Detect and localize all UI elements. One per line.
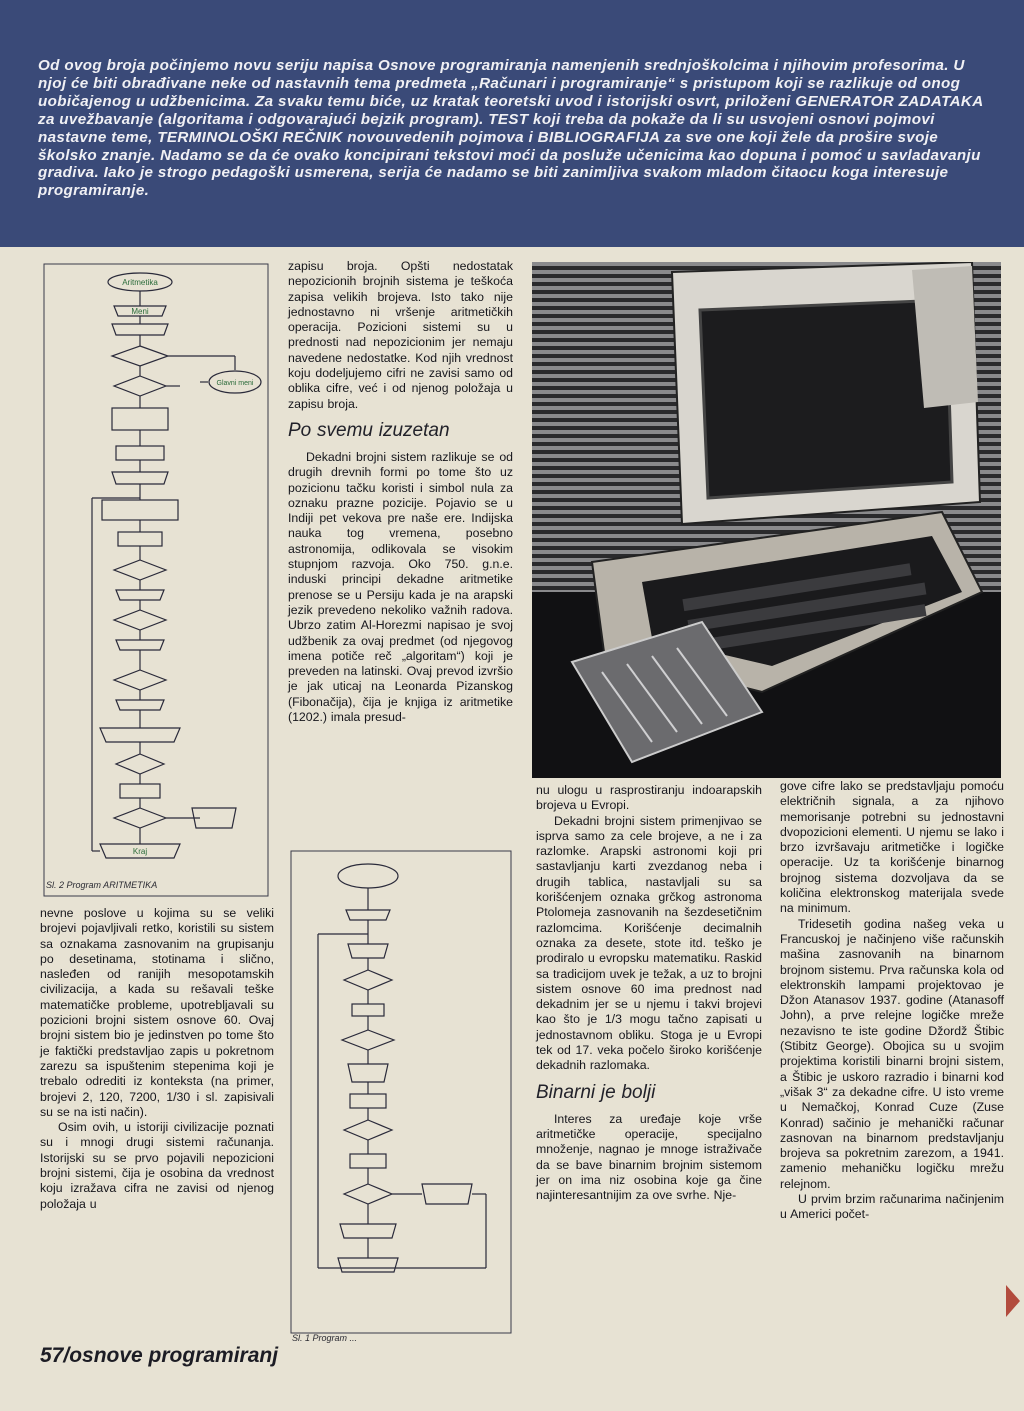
- page-footer-label: 57/osnove programiranj: [40, 1344, 279, 1367]
- text-column-3: [536, 783, 762, 1203]
- flowchart-program: [288, 848, 514, 1338]
- column1-paragraph-1: nevne poslove u kojima su se veliki brojevi pojavljivali retko, koristili su sistem sa oznakama zasnovanim na grupisanju po desetinama, stotinama i slično, nasleđen od ranijih mesopotamskih civilizacija, a kada su rešavali teške matematičke probleme, upotrebljavali su pozicioni brojni sistem osnove 60. Ovaj brojni sistem bio je jedinstven po tome što je faktički predstavljao zapis u pokretnom zarezu sa ispuštenim stepenima koji je trebalo odrediti iz konteksta (na primer, brojevi 2, 120, 7200, 1/30 i sl. zapisivali su se na isti način).: [40, 906, 274, 1119]
- column3-paragraph-3: Interes za uređaje koje vrše aritmetičke operacije, specijalno množenje, nagnao je mnoge istraživače da se bave binarnim brojnim sistemom jer on ima niz osobina koje ga čine najinteresantnijim za ove svrhe. Nje-: [536, 1111, 762, 1203]
- flowchart-side-label: Glavni meni: [216, 380, 254, 387]
- text-column-1: [40, 906, 274, 1212]
- heading-po-svemu-izuzetan: Po svemu izuzetan: [288, 419, 450, 441]
- text-column-4: [780, 779, 1004, 1223]
- column4-paragraph-2: Tridesetih godina našeg veka u Francuskoj je načinjeno više računskih mašina zasnovanih na binarnom brojnom sistemu. Prva računska kola od elektronskih lampami projektovao je Džon Atanasov 1937. godine (Atanasoff John), a prve relejne logičke mreže nezavisno te iste godine Džordž Štibic (Stibitz George). Obojica su u svojim projektima koristili binarni brojni sistem, a Štibic je uskoro razradio i binarni kod „višak 3“ za dekadne cifre. U isto vreme u Nemačkoj, Konrad Cuze (Zuse Konrad) sačinio je mehanički računar zasnovan na binarnom predstavljanju brojeva sa pokretnim zarezom, a 1941. zamenio mehaničku logičku mrežu relejnom.: [780, 916, 1004, 1191]
- flowchart-arithmetic: [40, 260, 272, 900]
- column3-paragraph-1: nu ulogu u rasprostiranju indoarapskih brojeva u Evropi.: [536, 783, 762, 813]
- flowchart-menu-label: Meni: [131, 307, 149, 316]
- column4-paragraph-1: gove cifre lako se predstavljaju pomoću električnih signala, a za njihovo memorisanje potrebni su jednostavni dvopozicioni elementi. U njemu se lako i brzo izvršavaju aritmetičke i logičke operacije. Uz ta korišćenje binarnog brojnog sistema dozvoljava da se količina elektronskog materijala svede na minimum.: [780, 779, 1004, 916]
- heading-binarni-je-bolji: Binarni je bolji: [536, 1081, 656, 1103]
- column2-paragraph-2: Dekadni brojni sistem razlikuje se od drugih drevnih formi po tome što uz pozicionu tačku koristi i simbol nula za oznaku prazne pozicije. Pojavio se u Indiji pet vekova pre naše ere. Indijska nauka tog vremena, posebno astronomija, odlikovala se visokim stupnjom razvoja. Oko 750. g.n.e. induski principi dekadne aritmetike prenose se u Persiju kada je na arapski jezik prevedeno nekoliko važnih radova. Ubrzo zatim Al-Horezmi napisao je svoj udžbenik za ovaj predmet (od njegovog imena potiče reč „algoritam“) koji je preveden na latinski. Ovaj prevod izvršio je jak uticaj na Leonarda Pizanskog (Fibonačija), čija je knjiga iz aritmetike (1202.) imala presud-: [288, 449, 513, 725]
- column1-paragraph-2: Osim ovih, u istoriji civilizacije poznati su i mnogi drugi sistemi računanja. Istorijski su se prvo pojavili nepozicioni brojni sistemi, čija je osobina da vrednost koju izražava cifra ne zavisi od njenog položaja u: [40, 1120, 274, 1211]
- column3-paragraph-2: Dekadni brojni sistem primenjivao se isprva samo za cele brojeve, a ne i za razlomke. Arapski astronomi koji pri sastavljanju karti zvezdanog neba i drugih tablica, nastavljali su sa korišćenjem oznaka grčkog astronoma Ptolomeja zasnovanih na šezdesetičnim razlomcima. Korišćenje decimalnih oznaka za desete, stote itd. teško je prodiralo u evropsku matematiku. Raskid sa tradicijom uvek je težak, a uz to brojni sistem osnove 60 ima prednost nad dekadnim jer se u njemu i takvi brojevi kao što je 1/3 mogu tačno zapisati u jednostavnom obliku. Stoga je u Evropi tek od 17. veka počelo široko korišćenje dekadnih razlomaka.: [536, 813, 762, 1073]
- figure2-caption: Sl. 1 Program ...: [292, 1333, 358, 1343]
- figure1-caption: Sl. 2 Program ARITMETIKA: [46, 880, 158, 890]
- flowchart-start-label: Aritmetika: [122, 278, 158, 287]
- intro-text: Od ovog broja počinjemo novu seriju napisa Osnove programiranja namenjenih srednjoškolcima i njihovim profesorima. U njoj će biti obrađivane neke od nastavnih tema predmeta „Računari i programiranje“ s pristupom koji se razlikuje od onog uobičajenog u udžbenicima. Za svaku temu biće, uz kratak teoretski uvod i istorijski osvrt, priloženi GENERATOR ZADATAKA za uvežbavanje (algoritama i odgovarajući bejzik program). TEST koji treba da pokaže da li su usvojeni osnovi pojmovi nastavne teme, TERMINOLOŠKI REČNIK novouvedenih pojmova i BIBLIOGRAFIJA za sve one koji žele da prošire svoje školsko znanje. Nadamo se da će ovako koncipirani tekstovi moći da posluže učenicima kao dopuna i pomoć u savladavanju gradiva. Iako je strogo pedagoški usmerena, serija će nadamo se biti zanimljiva svakom mladom čitaocu koga interesuje programiranje.: [38, 57, 983, 200]
- intro-banner: [0, 0, 1024, 247]
- flowchart-end-label: Kraj: [132, 847, 148, 856]
- text-column-2: [288, 259, 513, 725]
- computer-photo: [532, 262, 1001, 778]
- column2-paragraph-1: zapisu broja. Opšti nedostatak nepozicionih brojnih sistema je teškoća zapisa velikih brojeva. Isto tako nije jednostavno ni vršenje aritmetičkih operacija. Pozicioni sistemi su u prednosti nad nepozicionim jer nemaju navedene nedostatke. Kod njih vrednost koju dodeljujemo cifri ne zavisi samo od oblika cifre, već i od njenog položaja u zapisu broja.: [288, 259, 513, 411]
- column4-paragraph-3: U prvim brzim računarima načinjenim u Americi počet-: [780, 1192, 1004, 1222]
- continue-arrow-icon: [1006, 1285, 1020, 1317]
